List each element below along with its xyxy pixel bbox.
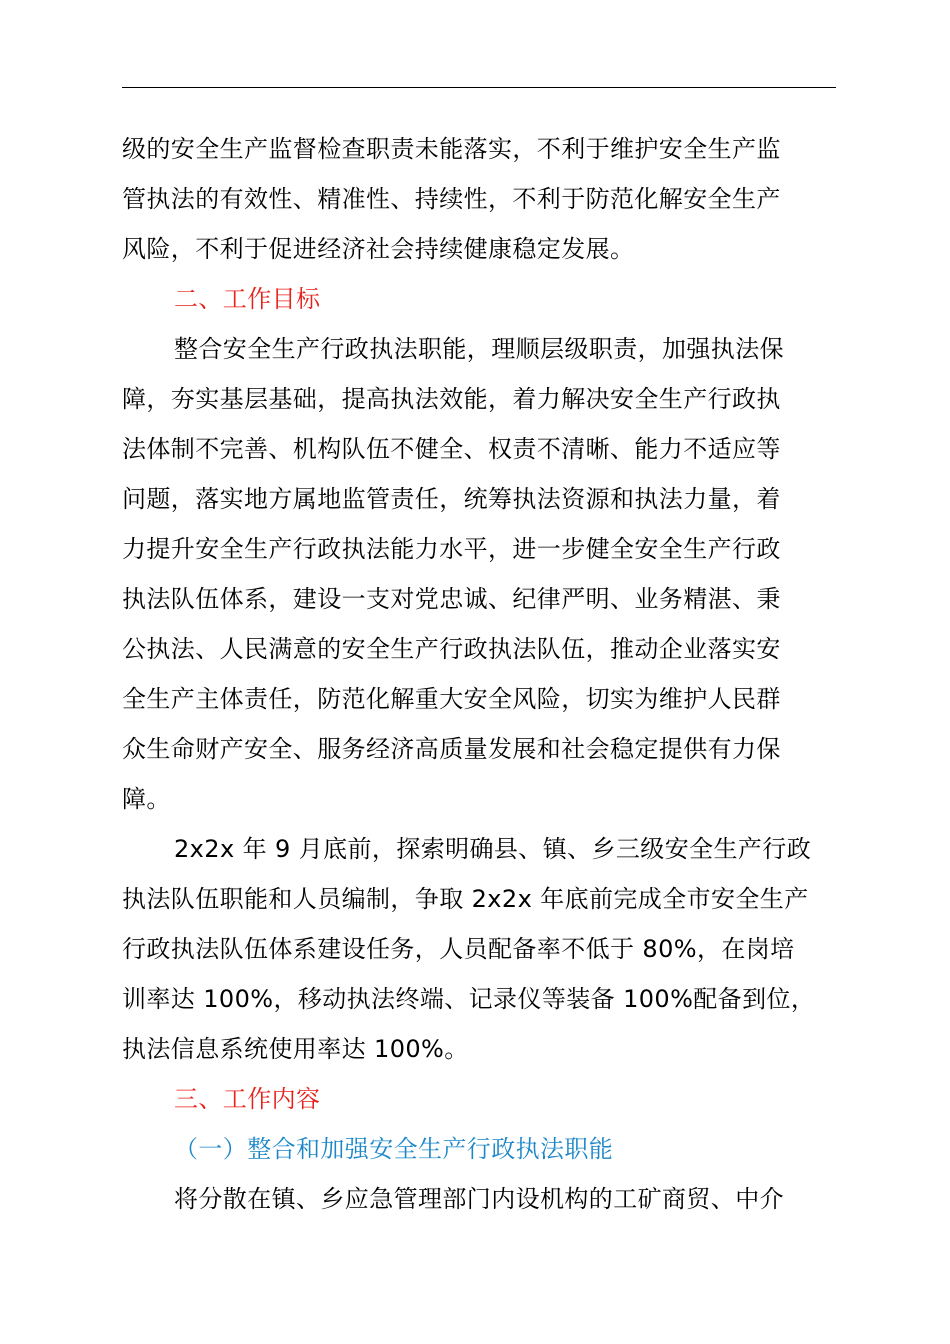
section-heading-content [122, 1074, 838, 1124]
text-line: 行政执法队伍体系建设任务，人员配备率不低于 80%，在岗培 [122, 935, 795, 963]
text-line: 整合安全生产行政执法职能，理顺层级职责，加强执法保 [174, 335, 784, 363]
text-line: 风险，不利于促进经济社会持续健康稳定发展。 [122, 235, 635, 263]
paragraph-integration [122, 1174, 838, 1224]
text-line: 问题，落实地方属地监管责任，统筹执法资源和执法力量，着 [122, 485, 781, 513]
text-line: 众生命财产安全、服务经济高质量发展和社会稳定提供有力保 [122, 735, 781, 763]
text-line: 力提升安全生产行政执法能力水平，进一步健全安全生产行政 [122, 535, 781, 563]
text-line: 执法信息系统使用率达 100%。 [122, 1035, 469, 1063]
text-line: 将分散在镇、乡应急管理部门内设机构的工矿商贸、中介 [174, 1185, 784, 1213]
paragraph-goals [122, 324, 838, 824]
text-line: 障，夯实基层基础，提高执法效能，着力解决安全生产行政执 [122, 385, 781, 413]
heading-text: 三、工作内容 [174, 1085, 321, 1113]
document-body [122, 124, 838, 1224]
text-line: 训率达 100%，移动执法终端、记录仪等装备 100%配备到位， [122, 985, 816, 1013]
text-line: 全生产主体责任，防范化解重大安全风险，切实为维护人民群 [122, 685, 781, 713]
text-line: 2x2x 年 9 月底前，探索明确县、镇、乡三级安全生产行政 [174, 835, 812, 863]
text-line: 法体制不完善、机构队伍不健全、权责不清晰、能力不适应等 [122, 435, 781, 463]
text-line: 执法队伍体系，建设一支对党忠诚、纪律严明、业务精湛、秉 [122, 585, 781, 613]
header-rule [122, 87, 836, 88]
text-line: 障。 [122, 785, 171, 813]
subheading-text: （一）整合和加强安全生产行政执法职能 [174, 1135, 614, 1163]
text-line: 执法队伍职能和人员编制，争取 2x2x 年底前完成全市安全生产 [122, 885, 809, 913]
heading-text: 二、工作目标 [174, 285, 321, 313]
subsection-heading-1 [122, 1124, 838, 1174]
section-heading-goals [122, 274, 838, 324]
text-line: 管执法的有效性、精准性、持续性，不利于防范化解安全生产 [122, 185, 781, 213]
paragraph-continuation [122, 124, 838, 274]
text-line: 级的安全生产监督检查职责未能落实，不利于维护安全生产监 [122, 135, 781, 163]
text-line: 公执法、人民满意的安全生产行政执法队伍，推动企业落实安 [122, 635, 781, 663]
paragraph-timeline [122, 824, 838, 1074]
